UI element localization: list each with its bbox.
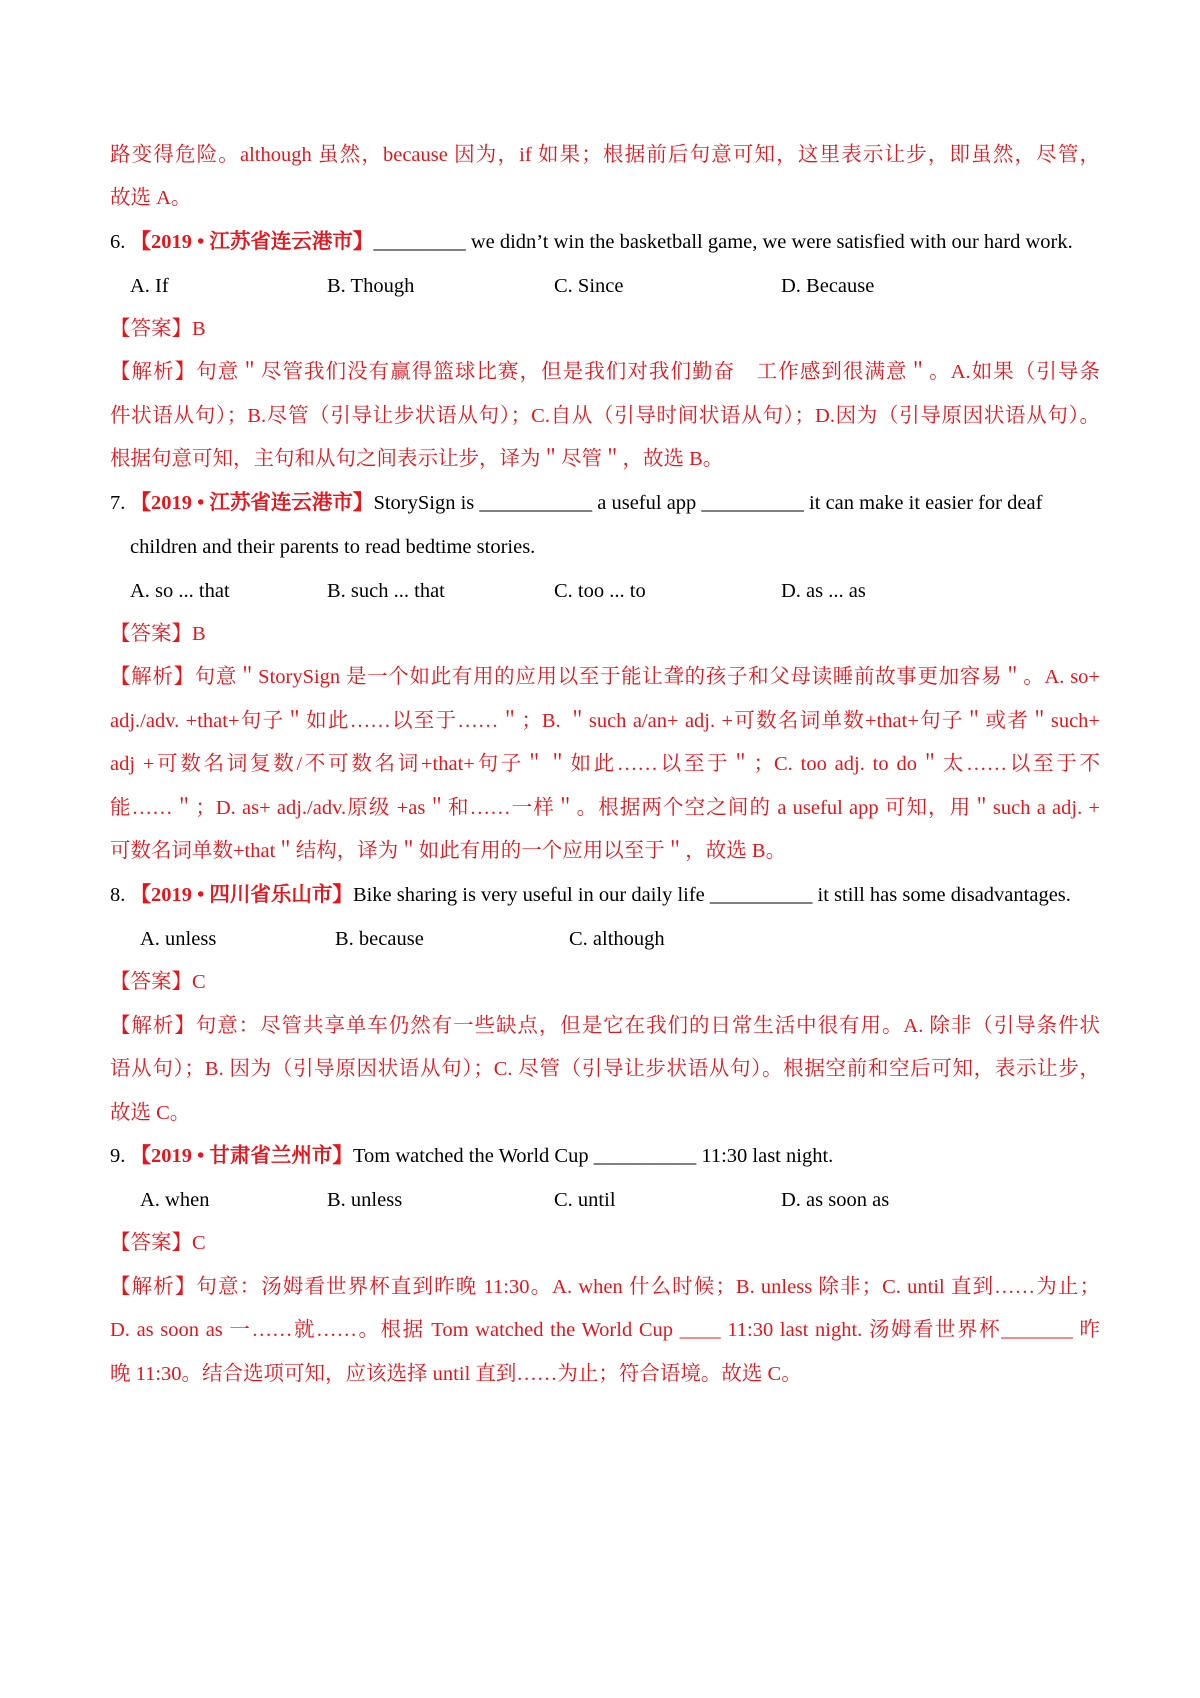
question-text: Tom watched the World Cup __________ 11:30 last night. [352, 1145, 834, 1167]
option-b: B. unless [327, 1189, 403, 1211]
question-7-analysis-4: 能……＂；D. as+ adj./adv.原级 +as＂和……一样＂。根据两个空之间的 a useful app 可知，用＂such a adj. + [110, 797, 1100, 819]
question-text: _________ we didn’t win the basketball game, we were satisfied with our hard work. [373, 231, 1073, 253]
question-9-analysis-3: 晚 11:30。结合选项可知，应该选择 until 直到……为止；符合语境。故选 C。 [110, 1363, 802, 1385]
question-number: 7. [110, 492, 126, 514]
option-c: C. although [569, 928, 665, 950]
question-9-stem [110, 1142, 1100, 1170]
question-7-analysis-1: 【解析】句意＂StorySign 是一个如此有用的应用以至于能让聋的孩子和父母读睡前故事更加容易＂。A. so+ [110, 666, 1100, 688]
option-c: C. Since [554, 275, 624, 297]
option-d: D. as ... as [781, 580, 866, 602]
question-6-analysis-2: 件状语从句）；B.尽管（引导让步状语从句）；C.自从（引导时间状语从句）；D.因为（引导原因状语从句）。 [110, 405, 1100, 427]
question-text: Bike sharing is very useful in our daily life __________ it still has some disadvantages. [352, 884, 1071, 906]
question-source: 【2019 • 四川省乐山市】 [130, 884, 353, 906]
option-b: B. because [335, 928, 424, 950]
question-9-analysis-2: D. as soon as 一……就……。根据 Tom watched the World Cup ____ 11:30 last night. 汤姆看世界杯_______ 昨 [110, 1319, 1100, 1341]
option-c: C. too ... to [554, 580, 646, 602]
question-7-stem-cont: children and their parents to read bedtime stories. [130, 536, 536, 558]
option-a: A. unless [140, 928, 217, 950]
question-6-analysis-1: 【解析】句意＂尽管我们没有赢得篮球比赛，但是我们对我们勤奋 工作感到很满意＂。A.如果（引导条 [110, 361, 1100, 383]
question-7-analysis-5: 可数名词单数+that＂结构，译为＂如此有用的一个应用以至于＂，故选 B。 [110, 840, 787, 862]
question-source: 【2019 • 江苏省连云港市】 [130, 231, 374, 253]
question-8-answer: 【答案】C [110, 971, 206, 993]
question-8-analysis-1: 【解析】句意：尽管共享单车仍然有一些缺点，但是它在我们的日常生活中很有用。A. 除非（引导条件状 [110, 1015, 1100, 1037]
option-a: A. If [130, 275, 169, 297]
intro-line-2: 故选 A。 [110, 187, 192, 209]
question-9-answer: 【答案】C [110, 1232, 206, 1254]
question-7-stem [110, 489, 1100, 517]
option-b: B. Though [327, 275, 415, 297]
question-8-stem [110, 881, 1100, 909]
question-7-answer: 【答案】B [110, 623, 206, 645]
question-source: 【2019 • 江苏省连云港市】 [130, 492, 374, 514]
question-9-analysis-1: 【解析】句意：汤姆看世界杯直到昨晚 11:30。A. when 什么时候；B. unless 除非；C. until 直到……为止； [110, 1276, 1100, 1298]
question-source: 【2019 • 甘肃省兰州市】 [130, 1145, 353, 1167]
question-7-analysis-2: adj./adv. +that+句子＂如此……以至于……＂；B. ＂such a/an+ adj. +可数名词单数+that+句子＂或者＂such+ [110, 710, 1100, 732]
question-7-analysis-3: adj +可数名词复数/不可数名词+that+句子＂＂如此……以至于＂；C. too adj. to do＂太……以至于不 [110, 753, 1100, 775]
intro-line-1: 路变得危险。although 虽然，because 因为，if 如果；根据前后句意可知，这里表示让步，即虽然，尽管， [110, 144, 1100, 166]
question-6-answer: 【答案】B [110, 318, 206, 340]
question-number: 6. [110, 231, 126, 253]
question-number: 9. [110, 1145, 126, 1167]
option-a: A. so ... that [130, 580, 230, 602]
option-d: D. Because [781, 275, 875, 297]
option-a: A. when [140, 1189, 210, 1211]
question-6-analysis-3: 根据句意可知，主句和从句之间表示让步，译为＂尽管＂，故选 B。 [110, 448, 724, 470]
option-d: D. as soon as [781, 1189, 890, 1211]
question-text: StorySign is ___________ a useful app __________ it can make it easier for deaf [373, 492, 1043, 514]
question-6-stem [110, 228, 1100, 256]
option-b: B. such ... that [327, 580, 445, 602]
question-8-analysis-2: 语从句）；B. 因为（引导原因状语从句）；C. 尽管（引导让步状语从句）。根据空前和空后可知，表示让步， [110, 1058, 1100, 1080]
question-8-analysis-3: 故选 C。 [110, 1102, 191, 1124]
option-c: C. until [554, 1189, 616, 1211]
question-number: 8. [110, 884, 126, 906]
